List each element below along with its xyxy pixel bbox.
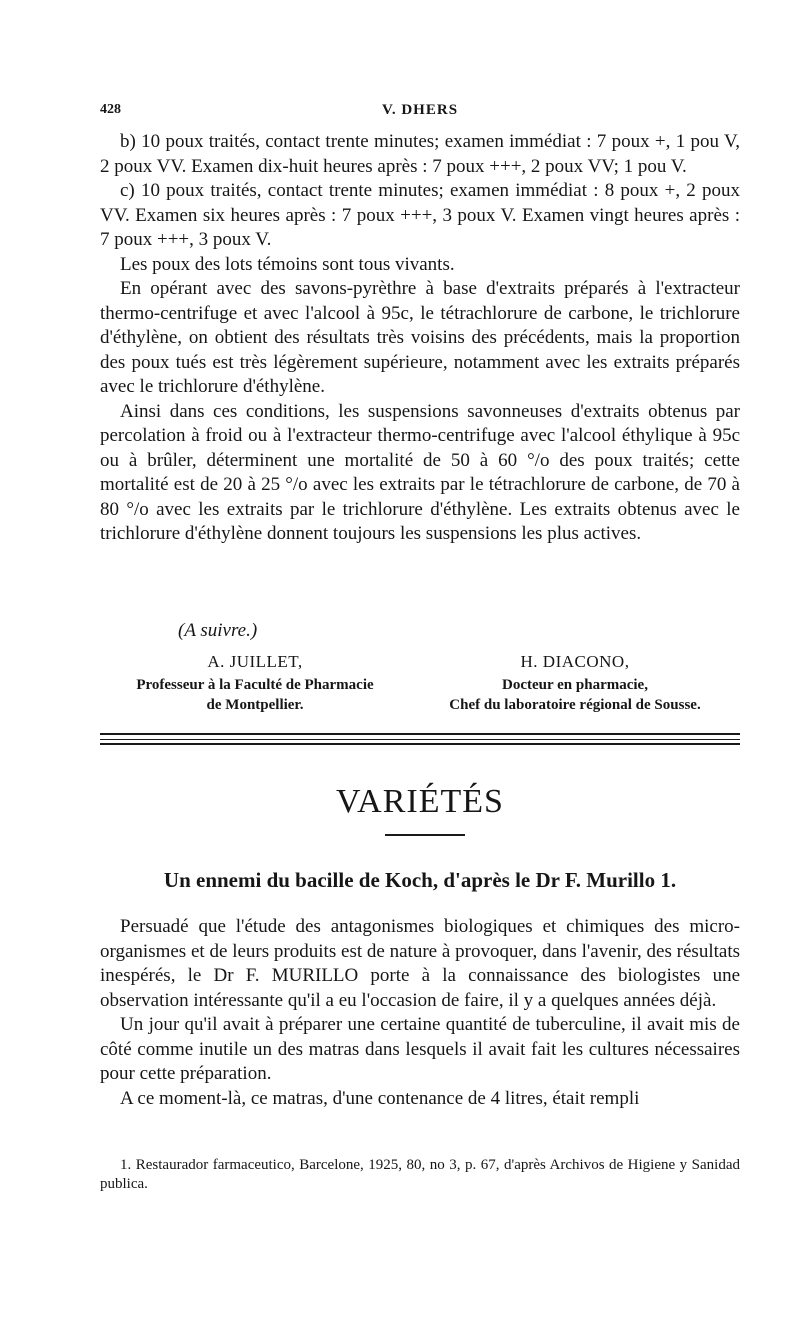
body-bottom — [100, 915, 740, 1111]
section-rule-bottom — [100, 743, 740, 745]
running-title: V. DHERS — [381, 102, 459, 118]
author-title-diacono: Docteur en pharmacie, — [502, 677, 648, 693]
paragraph-operant: En opérant avec des savons-pyrèthre à base d'extraits préparés à l'extracteur thermo-centrifuge et avec l'alcool à 95c, le tétrachlorure de carbone, le trichlorure d'éthylène, on obtient des résultats très voisins des précédents, mais la proportion des poux tués est très légèrement supérieure, notamment avec les extraits préparés avec le trichlorure d'éthylène. — [100, 278, 740, 397]
a-suivre: (A suivre.) — [178, 620, 258, 641]
author-affil-juillet: de Montpellier. — [206, 697, 304, 713]
paragraph-jour: Un jour qu'il avait à préparer une certaine quantité de tuberculine, il avait mis de côté comme inutile un des matras dans lesquels il avait fait les cultures nécessaires pour cette préparation. — [100, 1014, 740, 1084]
author-title-juillet: Professeur à la Faculté de Pharmacie — [136, 677, 374, 693]
article-title: Un ennemi du bacille de Koch, d'après le Dr F. Murillo 1. — [163, 868, 677, 892]
paragraph-c: c) 10 poux traités, contact trente minutes; examen immédiat : 8 poux +, 2 poux VV. Examen six heures après : 7 poux +++, 3 poux V. Examen vingt heures après : 7 poux +++, 3 poux V. — [100, 180, 740, 250]
signature-right — [415, 652, 735, 715]
author-name-juillet: A. JUILLET, — [207, 652, 303, 671]
footnote: 1. Restaurador farmaceutico, Barcelone, 1925, 80, no 3, p. 67, d'après Archivos de Higiene y Sanidad publica. — [100, 1157, 740, 1192]
body-top — [100, 130, 740, 547]
paragraph-persuade: Persuadé que l'étude des antagonismes biologiques et chimiques des micro-organismes et de leurs produits est de nature à provoquer, dans l'avenir, des résultats inespérés, le Dr F. MURILLO porte à la connaissance des biologistes une observation intéressante qu'il a eu l'occasion de faire, il y a quelques années déjà. — [100, 916, 740, 1011]
paragraph-temoins: Les poux des lots témoins sont tous vivants. — [120, 253, 455, 275]
paragraph-b: b) 10 poux traités, contact trente minutes; examen immédiat : 7 poux +, 1 pou V, 2 poux VV. Examen dix-huit heures après : 7 poux +++, 2 poux VV; 1 pou V. — [100, 131, 740, 177]
paragraph-moment: A ce moment-là, ce matras, d'une contenance de 4 litres, était rempli — [120, 1087, 640, 1109]
section-rule-top — [100, 733, 740, 735]
title-rule — [385, 834, 465, 836]
page-header — [100, 99, 740, 123]
signature-left — [105, 652, 405, 715]
section-rule-middle — [100, 739, 740, 740]
page-number: 428 — [100, 102, 121, 117]
author-affil-diacono: Chef du laboratoire régional de Sousse. — [449, 697, 701, 713]
author-name-diacono: H. DIACONO, — [520, 652, 630, 671]
section-title: VARIÉTÉS — [336, 783, 504, 820]
paragraph-ainsi: Ainsi dans ces conditions, les suspensions savonneuses d'extraits obtenus par percolation à froid ou à l'extracteur thermo-centrifuge avec l'alcool éthylique à 95c ou à brûler, déterminent une mortalité de 50 à 60 °/o des poux traités; cette mortalité est de 20 à 25 °/o avec les extraits par le tétrachlorure de carbone, de 70 à 80 °/o avec les extraits par le trichlorure d'éthylène. Les extraits obtenus avec le trichlorure d'éthylène donnent toujours les suspensions les plus actives. — [100, 400, 740, 544]
